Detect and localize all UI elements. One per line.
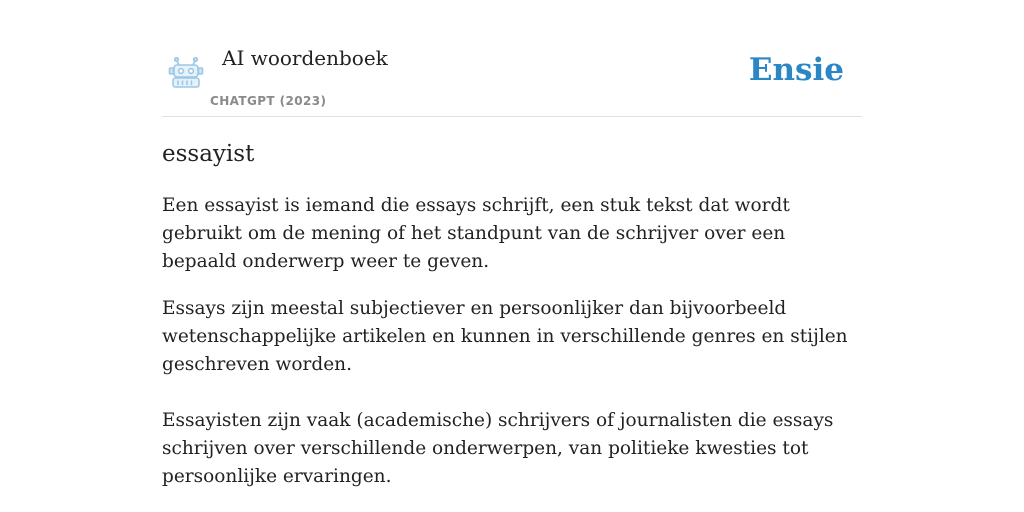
- definition-card: [162, 0, 862, 512]
- definition-paragraph: Een essayist is iemand die essays schrijft, een stuk tekst dat wordt gebruikt om de mening of het standpunt van de schrijver over een bepaald onderwerp weer te geven.: [162, 195, 790, 272]
- definition-paragraph: Essays zijn meestal subjectiever en persoonlijker dan bijvoorbeeld wetenschappelijke artikelen en kunnen in verschillende genres en stijlen geschreven worden.: [162, 298, 848, 375]
- robot-icon: [166, 51, 206, 91]
- source-meta: CHATGPT (2023): [210, 94, 327, 108]
- entry-term: essayist: [162, 141, 255, 167]
- brand-logo[interactable]: Ensie: [748, 52, 844, 88]
- source-header: [162, 0, 862, 117]
- source-title[interactable]: AI woordenboek: [222, 46, 388, 70]
- definition-paragraph: Essayisten zijn vaak (academische) schrijvers of journalisten die essays schrijven over verschillende onderwerpen, van politieke kwesties tot persoonlijke ervaringen.: [162, 410, 834, 487]
